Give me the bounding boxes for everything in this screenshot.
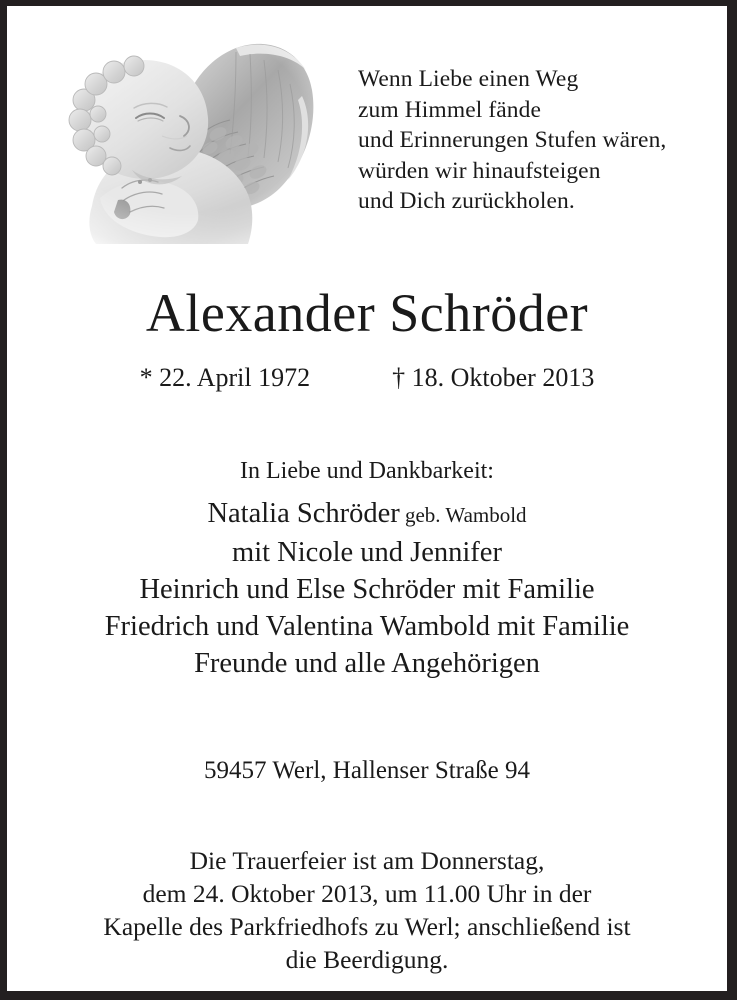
memorial-poem xyxy=(358,64,708,217)
poem-line-3: und Erinnerungen Stufen wären, xyxy=(358,127,667,153)
birth-date: * 22. April 1972 xyxy=(139,363,311,392)
border-bottom xyxy=(0,991,737,1000)
header-block xyxy=(7,30,727,250)
deceased-name: Alexander Schröder xyxy=(145,283,589,343)
mourners-intro: In Liebe und Dankbarkeit: xyxy=(240,458,494,484)
border-top xyxy=(0,0,737,6)
service-line-4: die Beerdigung. xyxy=(285,945,449,974)
service-line-2: dem 24. Oktober 2013, um 11.00 Uhr in der xyxy=(142,879,592,908)
notice-card xyxy=(7,6,727,991)
poem-line-2: zum Himmel fände xyxy=(358,96,542,123)
mourner-line-4: Friedrich und Valentina Wambold mit Familie xyxy=(104,611,630,642)
poem-line-4: würden wir hinaufsteigen xyxy=(358,157,601,184)
address-block xyxy=(7,755,727,787)
death-date: † 18. Oktober 2013 xyxy=(392,363,595,392)
life-dates xyxy=(7,362,727,394)
poem-line-1: Wenn Liebe einen Weg xyxy=(358,66,579,92)
mourner-primary-name: Natalia Schröder xyxy=(207,498,400,529)
mourners-block xyxy=(7,453,727,682)
poem-line-5: und Dich zurückholen. xyxy=(358,188,575,214)
service-line-1: Die Trauerfeier ist am Donnerstag, xyxy=(189,846,545,875)
border-left xyxy=(0,0,7,1000)
service-line-3: Kapelle des Parkfriedhofs zu Werl; anschließend ist xyxy=(103,912,631,941)
mourner-line-3: Heinrich und Else Schröder mit Familie xyxy=(139,574,595,605)
mourner-line-primary xyxy=(7,495,727,534)
border-right xyxy=(727,0,737,1000)
address-text: 59457 Werl, Hallenser Straße 94 xyxy=(204,757,530,784)
sleeping-angel-statue-image xyxy=(40,30,330,248)
mourner-maiden-name-text: geb. Wambold xyxy=(404,503,527,527)
mourner-line-5: Freunde und alle Angehörigen xyxy=(194,648,540,679)
service-details-block xyxy=(7,844,727,976)
mourner-line-2: mit Nicole und Jennifer xyxy=(232,537,502,568)
deceased-name-block xyxy=(7,283,727,343)
